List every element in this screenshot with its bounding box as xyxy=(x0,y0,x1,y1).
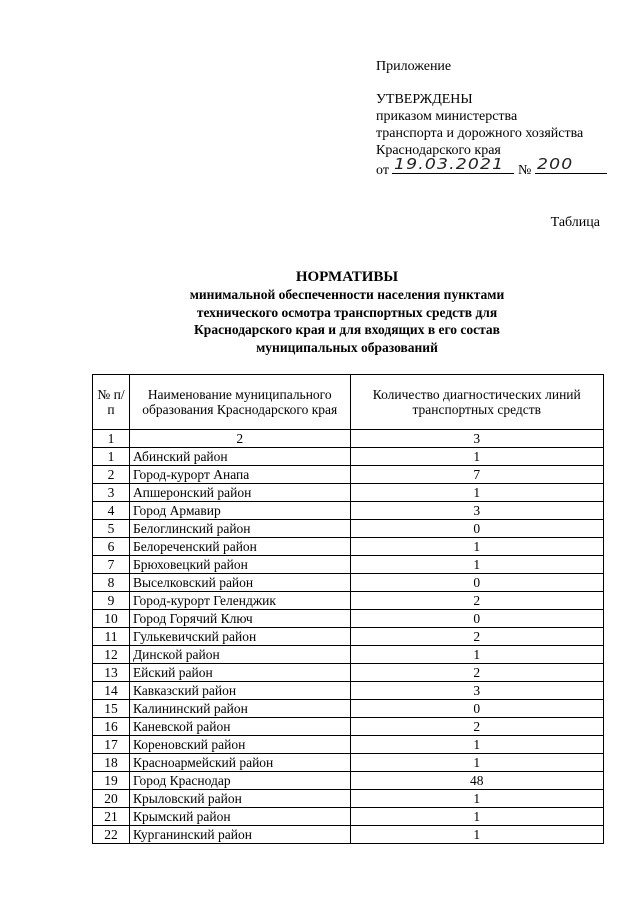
row-number: 9 xyxy=(93,592,130,610)
row-number: 18 xyxy=(93,754,130,772)
lines-count: 7 xyxy=(350,466,603,484)
row-number: 20 xyxy=(93,790,130,808)
handwritten-number: 200 xyxy=(536,155,574,173)
municipality-name: Ейский район xyxy=(129,664,350,682)
municipality-name: Город-курорт Геленджик xyxy=(129,592,350,610)
column-index-1: 1 xyxy=(93,430,130,448)
row-number: 17 xyxy=(93,736,130,754)
lines-count: 1 xyxy=(350,826,603,844)
municipality-name: Динской район xyxy=(129,646,350,664)
table-row xyxy=(93,556,604,574)
lines-count: 1 xyxy=(350,538,603,556)
municipality-name: Кореновский район xyxy=(129,736,350,754)
table-row xyxy=(93,574,604,592)
lines-count: 2 xyxy=(350,664,603,682)
row-number: 21 xyxy=(93,808,130,826)
row-number: 8 xyxy=(93,574,130,592)
municipality-name: Город Армавир xyxy=(129,502,350,520)
header-municipality: Наименование муниципального образования Краснодарского края xyxy=(129,375,350,430)
document-title: НОРМАТИВЫ xyxy=(295,269,399,285)
table-row xyxy=(93,700,604,718)
municipality-name: Город-курорт Анапа xyxy=(129,466,350,484)
table-row xyxy=(93,610,604,628)
municipality-name: Город Горячий Ключ xyxy=(129,610,350,628)
municipality-name: Брюховецкий район xyxy=(129,556,350,574)
order-date-line xyxy=(376,155,607,179)
lines-count: 1 xyxy=(350,736,603,754)
document-title-block xyxy=(90,268,604,356)
municipality-name: Апшеронский район xyxy=(129,484,350,502)
municipality-name: Город Краснодар xyxy=(129,772,350,790)
table-row xyxy=(93,538,604,556)
column-index-3: 3 xyxy=(350,430,603,448)
table-row xyxy=(93,664,604,682)
municipality-name: Курганинский район xyxy=(129,826,350,844)
approval-line-1: приказом министерства xyxy=(376,109,518,124)
row-number: 11 xyxy=(93,628,130,646)
lines-count: 3 xyxy=(350,682,603,700)
lines-count: 2 xyxy=(350,628,603,646)
table-row xyxy=(93,448,604,466)
table-row xyxy=(93,718,604,736)
row-number: 22 xyxy=(93,826,130,844)
approved-label: УТВЕРЖДЕНЫ xyxy=(376,92,473,107)
row-number: 14 xyxy=(93,682,130,700)
norms-table xyxy=(92,374,604,844)
table-label: Таблица xyxy=(550,215,600,230)
approval-line-2: транспорта и дорожного хозяйства xyxy=(376,126,584,141)
municipality-name: Кавказский район xyxy=(129,682,350,700)
lines-count: 1 xyxy=(350,808,603,826)
row-number: 2 xyxy=(93,466,130,484)
municipality-name: Крымский район xyxy=(129,808,350,826)
row-number: 15 xyxy=(93,700,130,718)
lines-count: 2 xyxy=(350,592,603,610)
row-number: 16 xyxy=(93,718,130,736)
table-row xyxy=(93,808,604,826)
lines-count: 1 xyxy=(350,790,603,808)
subtitle-line-1: минимальной обеспеченности населения пунктами xyxy=(189,287,505,302)
row-number: 7 xyxy=(93,556,130,574)
municipality-name: Белореченский район xyxy=(129,538,350,556)
lines-count: 0 xyxy=(350,520,603,538)
lines-count: 3 xyxy=(350,502,603,520)
row-number: 1 xyxy=(93,448,130,466)
lines-count: 48 xyxy=(350,772,603,790)
table-row xyxy=(93,682,604,700)
municipality-name: Калининский район xyxy=(129,700,350,718)
lines-count: 1 xyxy=(350,448,603,466)
table-row xyxy=(93,790,604,808)
table-row xyxy=(93,502,604,520)
lines-count: 1 xyxy=(350,646,603,664)
table-row xyxy=(93,592,604,610)
lines-count: 2 xyxy=(350,718,603,736)
column-index-2: 2 xyxy=(129,430,350,448)
subtitle-line-4: муниципальных образований xyxy=(256,339,438,355)
date-prefix: от xyxy=(376,163,389,178)
approval-line-3: Краснодарского края xyxy=(376,143,501,158)
municipality-name: Крыловский район xyxy=(129,790,350,808)
table-row xyxy=(93,736,604,754)
row-number: 6 xyxy=(93,538,130,556)
municipality-name: Выселковский район xyxy=(129,574,350,592)
lines-count: 0 xyxy=(350,700,603,718)
header-number: № п/п xyxy=(93,375,130,430)
row-number: 19 xyxy=(93,772,130,790)
table-header-row xyxy=(93,375,604,430)
table-row xyxy=(93,466,604,484)
order-date-field xyxy=(392,155,514,174)
table-row xyxy=(93,646,604,664)
order-number-field xyxy=(535,155,607,174)
row-number: 13 xyxy=(93,664,130,682)
row-number: 12 xyxy=(93,646,130,664)
subtitle-line-3: Краснодарского края и для входящих в его состав xyxy=(194,322,500,337)
row-number: 10 xyxy=(93,610,130,628)
municipality-name: Гулькевичский район xyxy=(129,628,350,646)
appendix-label: Приложение xyxy=(376,59,452,74)
municipality-name: Абинский район xyxy=(129,448,350,466)
row-number: 5 xyxy=(93,520,130,538)
row-number: 4 xyxy=(93,502,130,520)
number-prefix: № xyxy=(517,163,532,178)
approval-block xyxy=(376,58,607,179)
header-lines-count: Количество диагностических линий транспортных средств xyxy=(350,375,603,430)
municipality-name: Красноармейский район xyxy=(129,754,350,772)
table-row xyxy=(93,826,604,844)
row-number: 3 xyxy=(93,484,130,502)
municipality-name: Каневской район xyxy=(129,718,350,736)
column-index-row xyxy=(93,430,604,448)
lines-count: 1 xyxy=(350,484,603,502)
table-row xyxy=(93,484,604,502)
table-row xyxy=(93,628,604,646)
handwritten-date: 19.03.2021 xyxy=(394,155,505,173)
lines-count: 0 xyxy=(350,610,603,628)
lines-count: 1 xyxy=(350,754,603,772)
table-row xyxy=(93,772,604,790)
lines-count: 1 xyxy=(350,556,603,574)
table-row xyxy=(93,754,604,772)
table-row xyxy=(93,520,604,538)
subtitle-line-2: технического осмотра транспортных средств для xyxy=(196,304,498,320)
municipality-name: Белоглинский район xyxy=(129,520,350,538)
lines-count: 0 xyxy=(350,574,603,592)
